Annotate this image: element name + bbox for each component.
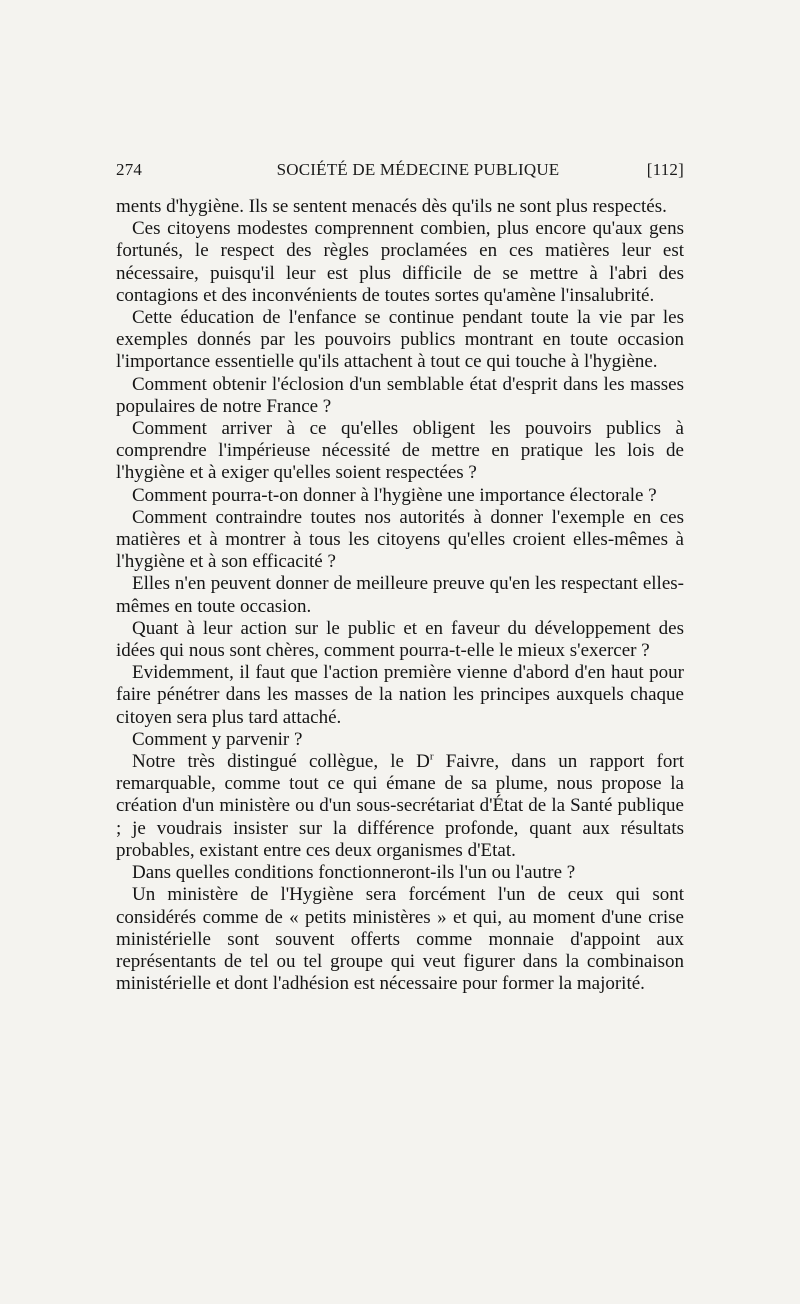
running-title: SOCIÉTÉ DE MÉDECINE PUBLIQUE <box>276 160 560 179</box>
faivre-text-start: Notre très distingué collègue, le D <box>132 751 430 773</box>
body-text <box>116 196 684 995</box>
paragraph: Dans quelles conditions fonctionneront-ils l'un ou l'autre ? <box>132 862 576 884</box>
paragraph: Quant à leur action sur le public et en faveur du développement des idées qui nous sont chères, comment pourra-t-elle le mieux s'exercer ? <box>116 617 684 662</box>
paragraph: Comment contraindre toutes nos autorités à donner l'exemple en ces matières et à montrer à tous les citoyens qu'elles croient elles-mêmes à l'hygiène et à son efficacité ? <box>116 506 684 573</box>
page-number: 274 <box>116 160 143 179</box>
paragraph: Comment pourra-t-on donner à l'hygiène une importance électorale ? <box>132 484 657 506</box>
paragraph: Comment obtenir l'éclosion d'un semblable état d'esprit dans les masses populaires de notre France ? <box>116 373 684 417</box>
paragraph: Cette éducation de l'enfance se continue pendant toute la vie par les exemples donnés par les pouvoirs publics montrant en toute occasion l'importance essentielle qu'ils attachent à tout ce qui touche à l'hygiène. <box>116 307 684 373</box>
paragraph: Ces citoyens modestes comprennent combien, plus encore qu'aux gens fortunés, le respect des règles proclamées en ces matières leur est nécessaire, puisqu'il leur est plus difficile de se mettre à l'abri des contagions et des inconvénients de toutes sortes qu'amène l'insalubrité. <box>116 218 684 306</box>
paragraph: Evidemment, il faut que l'action première vienne d'abord d'en haut pour faire pénétrer dans les masses de la nation les principes auxquels chaque citoyen sera plus tard attaché. <box>116 662 684 728</box>
doctor-superscript: r <box>429 750 434 763</box>
paragraph: Elles n'en peuvent donner de meilleure preuve qu'en les respectant elles-mêmes en toute occasion. <box>116 573 684 617</box>
paragraph-faivre <box>116 751 684 862</box>
folio-number: [112] <box>646 160 684 179</box>
faivre-text-end: Faivre, dans un rapport fort remarquable, comme tout ce qui émane de sa plume, nous propose la création d'un ministère ou d'un sous-secrétariat d'État de la Santé publique ; je voudrais insister sur la différence profonde, quant aux résultats probables, existant entre ces deux organismes d'Etat. <box>116 751 684 861</box>
paragraph: Comment arriver à ce qu'elles obligent les pouvoirs publics à comprendre l'impérieuse nécessité de mettre en pratique les lois de l'hygiène et à exiger qu'elles soient respectées ? <box>116 418 684 484</box>
paragraph: ments d'hygiène. Ils se sentent menacés dès qu'ils ne sont plus respectés. <box>116 196 667 217</box>
paragraph: Comment y parvenir ? <box>132 728 303 750</box>
paragraph: Un ministère de l'Hygiène sera forcément l'un de ceux qui sont considérés comme de « petits ministères » et qui, au moment d'une crise ministérielle sont souvent offerts comme monnaie d'appoint aux représentants de tel ou tel groupe qui veut figurer dans la combinaison ministérielle et dont l'adhésion est nécessaire pour former la majorité. <box>116 884 684 995</box>
running-head <box>116 156 684 184</box>
